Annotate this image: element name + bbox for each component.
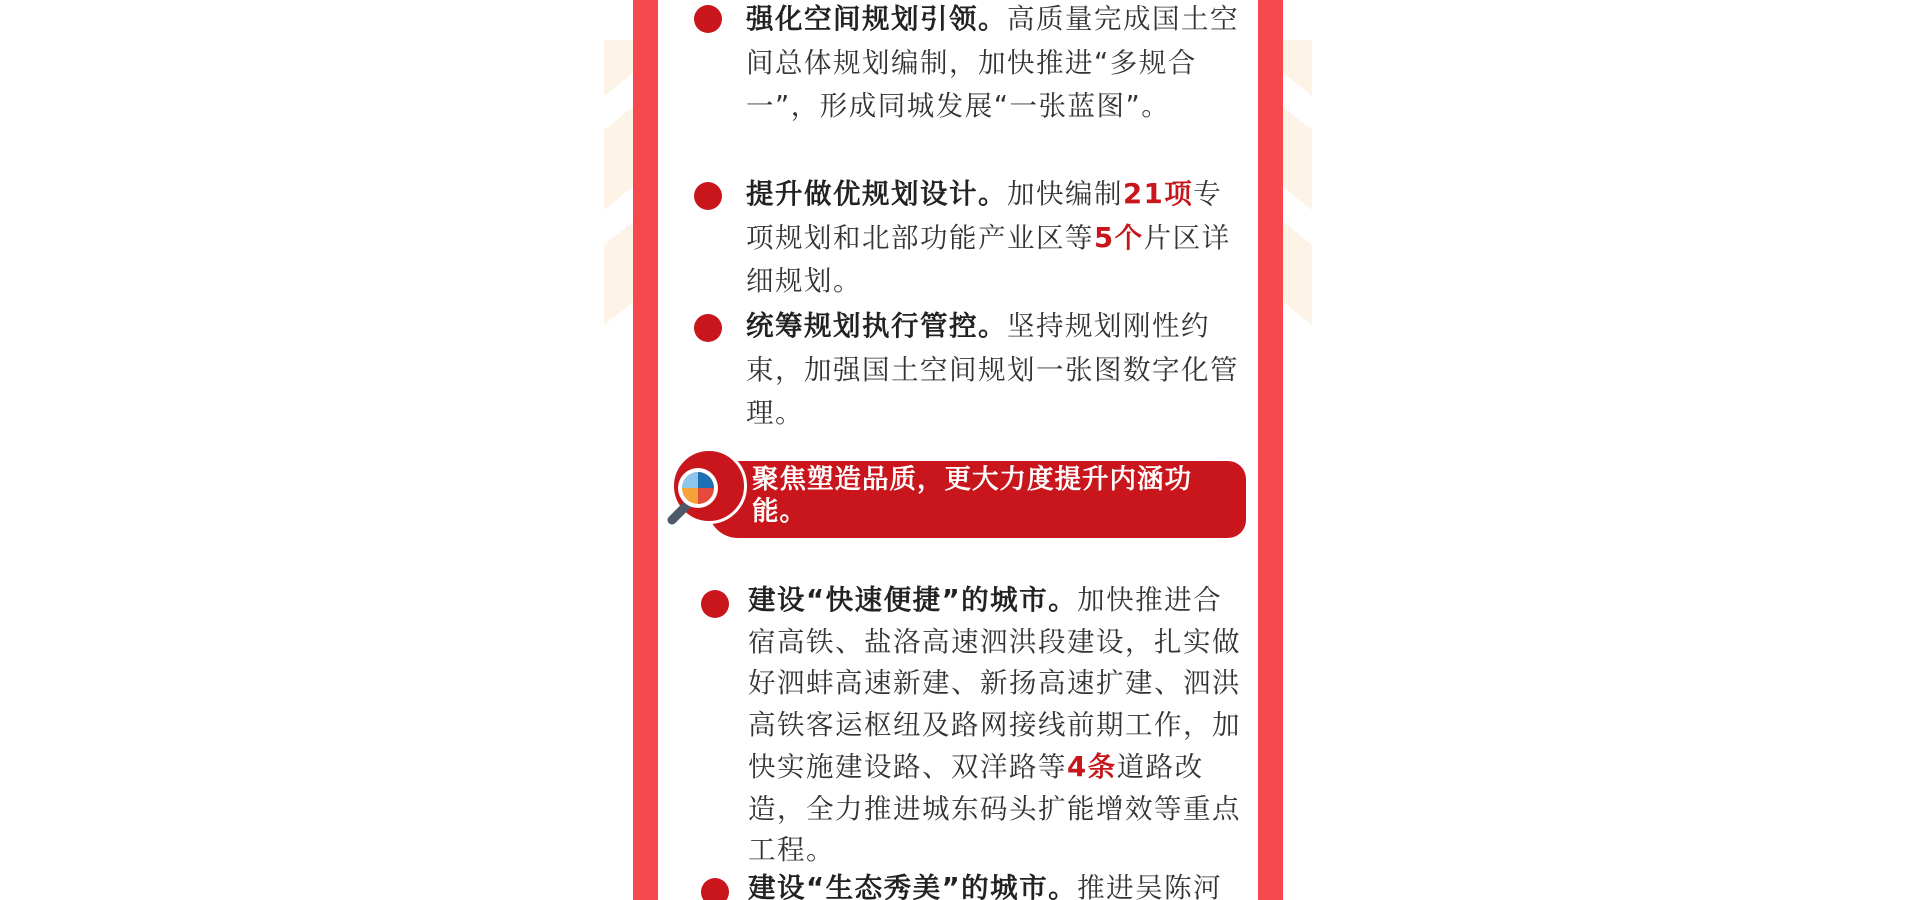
bullet-icon [694, 182, 722, 210]
list-item [746, 305, 1240, 436]
item-heading: 提升做优规划设计。 [746, 178, 1007, 210]
content-card [658, 0, 1258, 900]
bullet-icon [701, 590, 729, 618]
bullet-icon [701, 878, 729, 900]
item-text: 高质量完成国土空间总体规划编制，加快推进“多规合一”，形成同城发展“一张蓝图”。 [746, 3, 1239, 122]
item-text: 加快推进合宿高铁、盐洛高速泗洪段建设，扎实做好泗蚌高速新建、新扬高速扩建、泗洪高铁客运枢纽及路网接线前期工作，加快实施建设路、双洋路等 [748, 584, 1241, 783]
item-heading: 统筹规划执行管控。 [746, 310, 1007, 342]
bullet-icon [694, 314, 722, 342]
item-text: 加快编制 [1007, 178, 1123, 210]
item-text: 专项规划和北部功能产业区等 [746, 178, 1223, 254]
list-item [748, 868, 1248, 900]
list-item [748, 580, 1248, 872]
item-text: 片区详细规划。 [746, 221, 1231, 297]
highlight-number: 21项 [1123, 178, 1194, 210]
item-heading: 强化空间规划引领。 [746, 3, 1007, 35]
list-item [746, 0, 1240, 129]
item-text: 推进吴陈河 [1077, 872, 1223, 900]
highlight-number: 5个 [1094, 221, 1144, 254]
list-item [746, 173, 1240, 304]
item-text: 道路改造，全力推进城东码头扩能增效等重点工程。 [748, 750, 1241, 867]
banner-title: 聚焦塑造品质，更大力度提升内涵功能。 [752, 464, 1192, 527]
highlight-number: 4条 [1067, 750, 1117, 783]
magnifier-pie-chart-icon [662, 464, 732, 526]
item-text: 坚持规划刚性约束，加强国土空间规划一张图数字化管理。 [746, 310, 1239, 429]
item-heading: 建设“生态秀美”的城市。 [748, 872, 1078, 900]
bullet-icon [694, 5, 722, 33]
item-heading: 建设“快速便捷”的城市。 [748, 584, 1078, 616]
